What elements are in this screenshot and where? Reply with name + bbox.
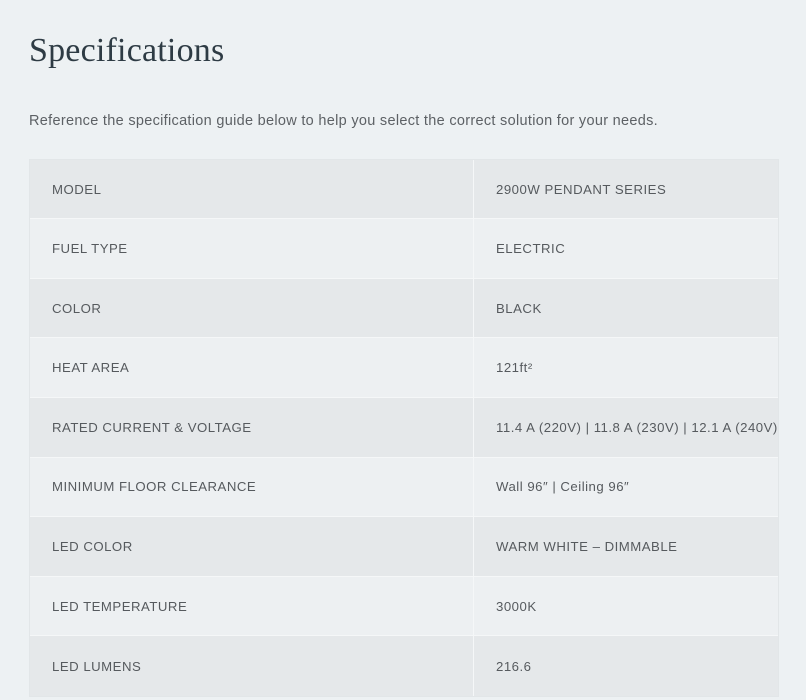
table-row xyxy=(30,577,778,637)
table-row xyxy=(30,160,778,220)
table-row xyxy=(30,458,778,518)
page-title: Specifications xyxy=(29,32,225,69)
spec-value: WARM WHITE – DIMMABLE xyxy=(496,539,678,555)
table-row xyxy=(30,279,778,339)
spec-value: 2900W PENDANT SERIES xyxy=(496,181,667,197)
table-row xyxy=(30,219,778,279)
spec-value: BLACK xyxy=(496,300,542,316)
spec-value: 3000K xyxy=(496,598,537,614)
section-description: Reference the specification guide below to help you select the correct solution for your needs. xyxy=(29,112,658,129)
spec-value: ELECTRIC xyxy=(496,241,566,257)
spec-value: Wall 96″ | Ceiling 96″ xyxy=(496,479,630,495)
spec-label: LED LUMENS xyxy=(30,636,474,696)
spec-value: 216.6 xyxy=(496,658,532,674)
table-row xyxy=(30,517,778,577)
spec-label: LED TEMPERATURE xyxy=(30,577,474,636)
spec-label: HEAT AREA xyxy=(30,338,474,397)
spec-value: 11.4 A (220V) | 11.8 A (230V) | 12.1 A (240V) xyxy=(496,419,778,435)
spec-value: 121ft² xyxy=(496,360,533,376)
table-row xyxy=(30,636,778,696)
spec-label: COLOR xyxy=(30,279,474,338)
spec-label: MODEL xyxy=(30,160,474,219)
spec-label: LED COLOR xyxy=(30,517,474,576)
spec-label: MINIMUM FLOOR CLEARANCE xyxy=(30,458,474,517)
spec-label: FUEL TYPE xyxy=(30,219,474,278)
specifications-table xyxy=(29,159,779,697)
table-row xyxy=(30,338,778,398)
spec-label: RATED CURRENT & VOLTAGE xyxy=(30,398,474,457)
table-row xyxy=(30,398,778,458)
